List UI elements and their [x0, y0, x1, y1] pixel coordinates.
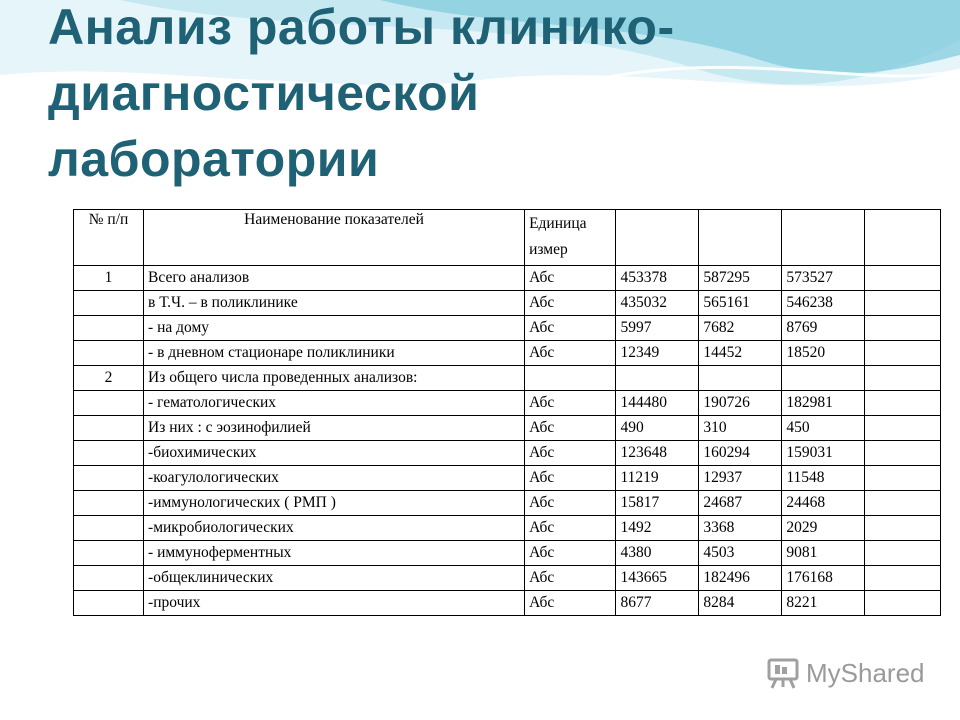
cell-extra	[865, 266, 941, 291]
slide-title	[48, 0, 675, 192]
cell-name: Всего анализов	[144, 266, 525, 291]
cell-name: -микробиологических	[144, 516, 525, 541]
cell-extra	[865, 316, 941, 341]
cell-value-2	[699, 366, 782, 391]
cell-extra	[865, 566, 941, 591]
cell-value-1: 1492	[616, 516, 699, 541]
header-year-2	[699, 210, 782, 266]
cell-extra	[865, 441, 941, 466]
cell-unit: Абс	[525, 391, 616, 416]
cell-extra	[865, 366, 941, 391]
title-line-2: диагностической	[48, 65, 480, 121]
cell-num	[74, 416, 144, 441]
cell-name: - иммуноферментных	[144, 541, 525, 566]
cell-extra	[865, 541, 941, 566]
table-row	[74, 316, 941, 341]
cell-value-2: 4503	[699, 541, 782, 566]
table-row	[74, 341, 941, 366]
table-row	[74, 516, 941, 541]
cell-value-1: 4380	[616, 541, 699, 566]
cell-name: - в дневном стационаре поликлиники	[144, 341, 525, 366]
cell-unit	[525, 366, 616, 391]
cell-unit: Абс	[525, 291, 616, 316]
cell-value-3: 159031	[782, 441, 865, 466]
cell-num	[74, 491, 144, 516]
header-year-3	[782, 210, 865, 266]
cell-extra	[865, 466, 941, 491]
cell-value-3	[782, 366, 865, 391]
cell-value-2: 12937	[699, 466, 782, 491]
cell-num	[74, 566, 144, 591]
table-row	[74, 366, 941, 391]
watermark-logo	[766, 656, 925, 690]
cell-extra	[865, 416, 941, 441]
cell-value-1: 8677	[616, 591, 699, 616]
table-row	[74, 441, 941, 466]
cell-num	[74, 441, 144, 466]
cell-value-2: 3368	[699, 516, 782, 541]
cell-value-3: 9081	[782, 541, 865, 566]
watermark-text: MyShared	[806, 657, 925, 688]
presentation-board-icon	[766, 656, 800, 690]
table-row	[74, 391, 941, 416]
cell-value-2: 587295	[699, 266, 782, 291]
cell-unit: Абс	[525, 566, 616, 591]
cell-unit: Абс	[525, 491, 616, 516]
cell-name: -биохимических	[144, 441, 525, 466]
cell-num	[74, 341, 144, 366]
cell-extra	[865, 491, 941, 516]
cell-unit: Абс	[525, 516, 616, 541]
cell-value-3: 176168	[782, 566, 865, 591]
cell-extra	[865, 291, 941, 316]
table-row	[74, 566, 941, 591]
cell-value-1: 11219	[616, 466, 699, 491]
cell-extra	[865, 591, 941, 616]
table-row	[74, 491, 941, 516]
cell-value-3: 182981	[782, 391, 865, 416]
cell-value-2: 8284	[699, 591, 782, 616]
cell-value-2: 7682	[699, 316, 782, 341]
cell-value-3: 8221	[782, 591, 865, 616]
cell-num: 1	[74, 266, 144, 291]
cell-value-3: 18520	[782, 341, 865, 366]
cell-value-1: 453378	[616, 266, 699, 291]
cell-num	[74, 541, 144, 566]
cell-unit: Абс	[525, 591, 616, 616]
cell-value-2: 24687	[699, 491, 782, 516]
cell-name: в Т.Ч. – в поликлинике	[144, 291, 525, 316]
cell-num	[74, 591, 144, 616]
cell-value-1: 15817	[616, 491, 699, 516]
cell-value-3: 8769	[782, 316, 865, 341]
cell-value-2: 310	[699, 416, 782, 441]
cell-num	[74, 291, 144, 316]
header-name: Наименование показателей	[144, 210, 525, 266]
cell-unit: Абс	[525, 416, 616, 441]
cell-value-1: 5997	[616, 316, 699, 341]
cell-name: -коагулологических	[144, 466, 525, 491]
table-row	[74, 541, 941, 566]
cell-value-2: 14452	[699, 341, 782, 366]
cell-value-2: 190726	[699, 391, 782, 416]
cell-num: 2	[74, 366, 144, 391]
cell-unit: Абс	[525, 266, 616, 291]
cell-name: -иммунологических ( РМП )	[144, 491, 525, 516]
cell-name: Из них : с эозинофилией	[144, 416, 525, 441]
cell-unit: Абс	[525, 341, 616, 366]
cell-value-2: 160294	[699, 441, 782, 466]
cell-num	[74, 316, 144, 341]
cell-value-1: 12349	[616, 341, 699, 366]
title-line-1: Анализ работы клинико-	[48, 0, 675, 55]
cell-num	[74, 466, 144, 491]
header-unit: Единица измер	[525, 210, 616, 266]
cell-value-3: 546238	[782, 291, 865, 316]
table-header-row	[74, 210, 941, 266]
cell-name: - на дому	[144, 316, 525, 341]
title-line-3: лаборатории	[48, 131, 380, 187]
cell-extra	[865, 391, 941, 416]
cell-value-3: 573527	[782, 266, 865, 291]
cell-num	[74, 516, 144, 541]
cell-value-3: 24468	[782, 491, 865, 516]
table-row	[74, 591, 941, 616]
cell-value-1	[616, 366, 699, 391]
cell-unit: Абс	[525, 441, 616, 466]
cell-value-1: 435032	[616, 291, 699, 316]
cell-unit: Абс	[525, 541, 616, 566]
cell-extra	[865, 516, 941, 541]
cell-value-3: 11548	[782, 466, 865, 491]
cell-name: -общеклинических	[144, 566, 525, 591]
cell-value-2: 182496	[699, 566, 782, 591]
table-row	[74, 291, 941, 316]
cell-unit: Абс	[525, 316, 616, 341]
cell-value-1: 144480	[616, 391, 699, 416]
cell-name: -прочих	[144, 591, 525, 616]
table-row	[74, 466, 941, 491]
cell-unit: Абс	[525, 466, 616, 491]
lab-statistics-table	[73, 209, 941, 616]
cell-value-1: 143665	[616, 566, 699, 591]
header-extra	[865, 210, 941, 266]
cell-value-1: 123648	[616, 441, 699, 466]
cell-extra	[865, 341, 941, 366]
cell-name: - гематологических	[144, 391, 525, 416]
table-row	[74, 266, 941, 291]
header-year-1	[616, 210, 699, 266]
cell-value-2: 565161	[699, 291, 782, 316]
cell-num	[74, 391, 144, 416]
table-row	[74, 416, 941, 441]
cell-value-1: 490	[616, 416, 699, 441]
cell-value-3: 2029	[782, 516, 865, 541]
cell-name: Из общего числа проведенных анализов:	[144, 366, 525, 391]
header-num: № п/п	[74, 210, 144, 266]
cell-value-3: 450	[782, 416, 865, 441]
